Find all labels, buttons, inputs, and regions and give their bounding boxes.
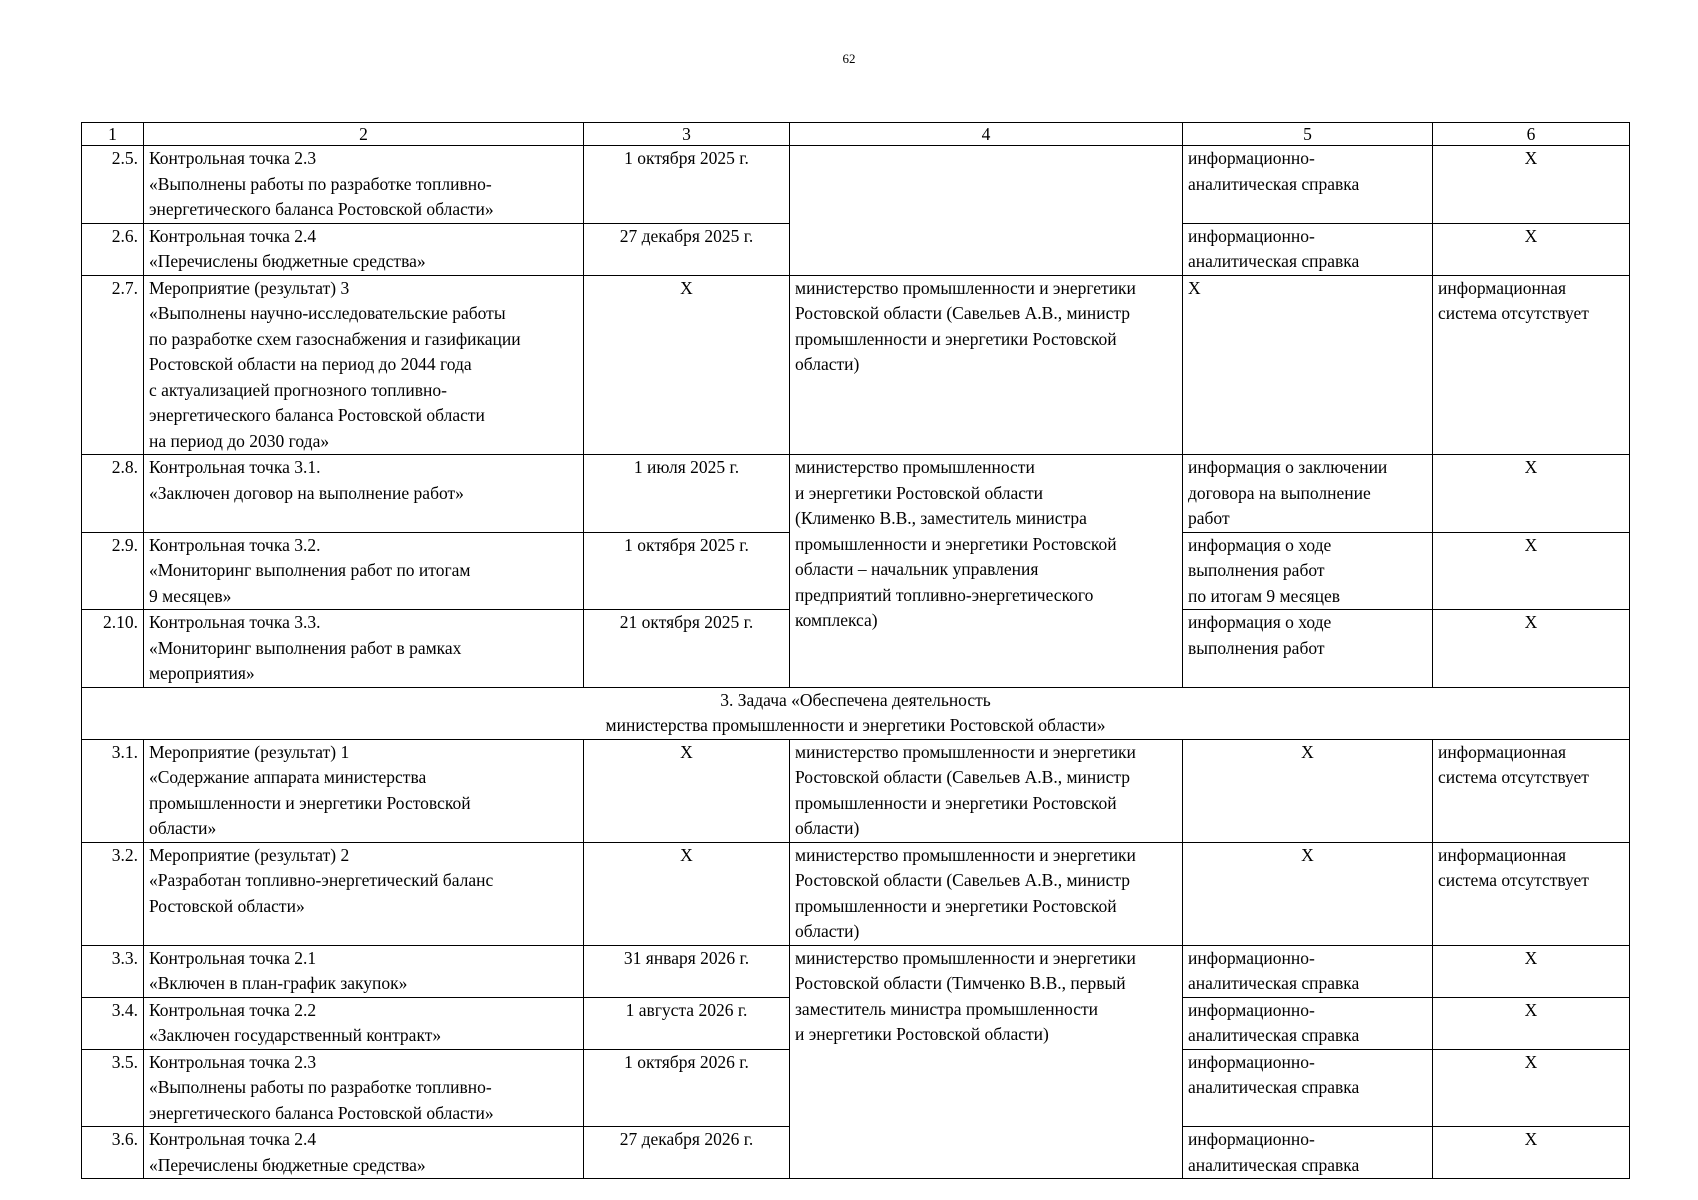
item-name: Контрольная точка 2.4 «Перечислены бюджетные средства» xyxy=(144,223,584,275)
item-system: Х xyxy=(1433,997,1630,1049)
item-date: 1 октября 2026 г. xyxy=(584,1049,790,1127)
item-date: 1 августа 2026 г. xyxy=(584,997,790,1049)
item-date: 21 октября 2025 г. xyxy=(584,610,790,688)
column-number: 4 xyxy=(790,123,1183,146)
item-system: Х xyxy=(1433,455,1630,533)
row-number: 3.2. xyxy=(82,842,144,945)
item-date: 1 октября 2025 г. xyxy=(584,532,790,610)
item-report: информация о ходе выполнения работ по итогам 9 месяцев xyxy=(1183,532,1433,610)
item-name: Мероприятие (результат) 1 «Содержание аппарата министерства промышленности и энергетики Ростовской области» xyxy=(144,739,584,842)
item-system: Х xyxy=(1433,610,1630,688)
row-number: 3.4. xyxy=(82,997,144,1049)
table-row xyxy=(82,275,1630,455)
item-name: Контрольная точка 2.4 «Перечислены бюджетные средства» xyxy=(144,1127,584,1179)
item-report: информационно- аналитическая справка xyxy=(1183,146,1433,224)
item-date: Х xyxy=(584,739,790,842)
item-date: 1 октября 2025 г. xyxy=(584,146,790,224)
item-date: Х xyxy=(584,842,790,945)
item-responsible: министерство промышленности и энергетики Ростовской области (Клименко В.В., заместитель министра промышленности и энергетики Ростовской области – начальник управления предприятий топливно-энергетического комплекса) xyxy=(790,455,1183,688)
plan-table xyxy=(81,122,1630,1179)
item-system: Х xyxy=(1433,945,1630,997)
row-number: 2.8. xyxy=(82,455,144,533)
item-report: информационно- аналитическая справка xyxy=(1183,1127,1433,1179)
item-name: Мероприятие (результат) 2 «Разработан топливно-энергетический баланс Ростовской области» xyxy=(144,842,584,945)
row-number: 3.5. xyxy=(82,1049,144,1127)
item-responsible xyxy=(790,146,1183,276)
item-name: Контрольная точка 2.3 «Выполнены работы по разработке топливно- энергетического баланса Ростовской области» xyxy=(144,146,584,224)
item-responsible: министерство промышленности и энергетики Ростовской области (Тимченко В.В., первый заместитель министра промышленности и энергетики Ростовской области) xyxy=(790,945,1183,1179)
item-date: 1 июля 2025 г. xyxy=(584,455,790,533)
section-row xyxy=(82,687,1630,739)
page-number: 62 xyxy=(842,51,856,66)
table-row xyxy=(82,842,1630,945)
column-number: 1 xyxy=(82,123,144,146)
item-report: информация о заключении договора на выполнение работ xyxy=(1183,455,1433,533)
item-responsible: министерство промышленности и энергетики Ростовской области (Савельев А.В., министр промышленности и энергетики Ростовской области) xyxy=(790,275,1183,455)
column-numbers-row xyxy=(82,123,1630,146)
item-report: информация о ходе выполнения работ xyxy=(1183,610,1433,688)
column-number: 2 xyxy=(144,123,584,146)
item-responsible: министерство промышленности и энергетики Ростовской области (Савельев А.В., министр промышленности и энергетики Ростовской области) xyxy=(790,739,1183,842)
item-system: информационная система отсутствует xyxy=(1433,275,1630,455)
item-system: Х xyxy=(1433,1049,1630,1127)
item-name: Контрольная точка 3.2. «Мониторинг выполнения работ по итогам 9 месяцев» xyxy=(144,532,584,610)
item-report: Х xyxy=(1183,739,1433,842)
row-number: 3.6. xyxy=(82,1127,144,1179)
item-name: Контрольная точка 2.2 «Заключен государственный контракт» xyxy=(144,997,584,1049)
item-report: информационно- аналитическая справка xyxy=(1183,997,1433,1049)
table-row xyxy=(82,146,1630,224)
item-report: информационно- аналитическая справка xyxy=(1183,1049,1433,1127)
item-report: информационно- аналитическая справка xyxy=(1183,223,1433,275)
item-name: Контрольная точка 2.3 «Выполнены работы по разработке топливно- энергетического баланса Ростовской области» xyxy=(144,1049,584,1127)
column-number: 6 xyxy=(1433,123,1630,146)
row-number: 2.10. xyxy=(82,610,144,688)
item-system: информационная система отсутствует xyxy=(1433,842,1630,945)
item-system: информационная система отсутствует xyxy=(1433,739,1630,842)
row-number: 3.3. xyxy=(82,945,144,997)
item-system: Х xyxy=(1433,146,1630,224)
item-report: информационно- аналитическая справка xyxy=(1183,945,1433,997)
item-system: Х xyxy=(1433,223,1630,275)
item-system: Х xyxy=(1433,532,1630,610)
section-title: 3. Задача «Обеспечена деятельность министерства промышленности и энергетики Ростовской области» xyxy=(82,687,1630,739)
item-name: Контрольная точка 3.1. «Заключен договор на выполнение работ» xyxy=(144,455,584,533)
item-name: Контрольная точка 3.3. «Мониторинг выполнения работ в рамках мероприятия» xyxy=(144,610,584,688)
table-row xyxy=(82,739,1630,842)
item-date: Х xyxy=(584,275,790,455)
row-number: 2.5. xyxy=(82,146,144,224)
item-date: 31 января 2026 г. xyxy=(584,945,790,997)
item-report: Х xyxy=(1183,275,1433,455)
row-number: 2.7. xyxy=(82,275,144,455)
row-number: 3.1. xyxy=(82,739,144,842)
item-report: Х xyxy=(1183,842,1433,945)
item-date: 27 декабря 2026 г. xyxy=(584,1127,790,1179)
table-row xyxy=(82,455,1630,533)
row-number: 2.9. xyxy=(82,532,144,610)
column-number: 3 xyxy=(584,123,790,146)
table-row xyxy=(82,945,1630,997)
item-name: Мероприятие (результат) 3 «Выполнены научно-исследовательские работы по разработке схем газоснабжения и газификации Ростовской области на период до 2044 года с актуализацией прогнозного топливно- энергетического баланса Ростовской области на период до 2030 года» xyxy=(144,275,584,455)
column-number: 5 xyxy=(1183,123,1433,146)
item-date: 27 декабря 2025 г. xyxy=(584,223,790,275)
item-system: Х xyxy=(1433,1127,1630,1179)
item-responsible: министерство промышленности и энергетики Ростовской области (Савельев А.В., министр промышленности и энергетики Ростовской области) xyxy=(790,842,1183,945)
item-name: Контрольная точка 2.1 «Включен в план-график закупок» xyxy=(144,945,584,997)
row-number: 2.6. xyxy=(82,223,144,275)
